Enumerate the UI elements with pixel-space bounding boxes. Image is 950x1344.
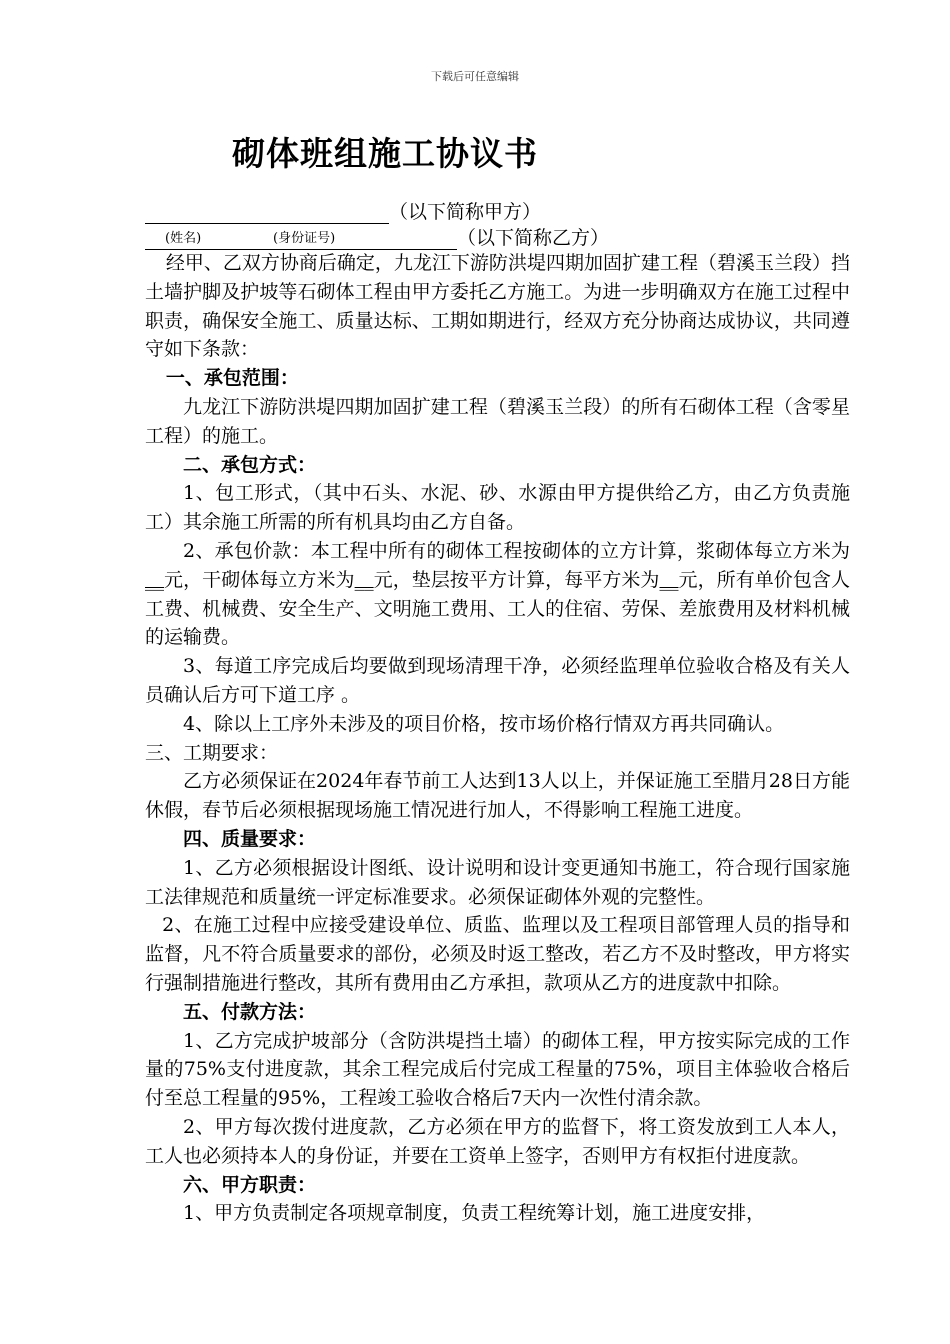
party-b-blank [145, 227, 457, 250]
section-5-p2: 2、甲方每次拨付进度款，乙方必须在甲方的监督下，将工资发放到工人本人，工人也必须持本人的身份证，并要在工资单上签字，否则甲方有权拒付进度款。 [145, 1115, 850, 1167]
section-2-p3: 3、每道工序完成后均要做到现场清理干净，必须经监理单位验收合格及有关人员确认后方可下道工序 。 [145, 655, 850, 706]
section-3-heading: 三、工期要求： [145, 741, 279, 764]
section-4-heading: 四、质量要求： [183, 827, 317, 850]
party-b-line [145, 226, 609, 250]
section-3-p1: 乙方必须保证在2024年春节前工人达到13人以上，并保证施工至腊月28日方能休假，春节后必须根据现场施工情况进行加人，不得影响工程施工进度。 [145, 770, 850, 822]
section-2-p2 [145, 537, 850, 652]
price-blank-1: __ [145, 568, 164, 591]
party-a-suffix: （以下简称甲方） [389, 201, 542, 223]
section-6-p1: 1、甲方负责制定各项规章制度，负责工程统筹计划，施工进度安排， [183, 1202, 766, 1225]
section-2-heading: 二、承包方式： [183, 453, 317, 476]
party-b-id-label: (身份证号) [273, 231, 336, 246]
party-b-name-label: (姓名) [165, 231, 202, 246]
section-2-p2-b: 元，干砌体每立方米为 [164, 568, 355, 591]
section-5-p1: 1、乙方完成护坡部分（含防洪堤挡土墙）的砌体工程，甲方按实际完成的工作量的75%支付进度款，其余工程完成后付完成工程量的75%，项目主体验收合格后付至总工程量的95%，工程竣工验收合格后7天内一次性付清余款。 [145, 1029, 850, 1110]
section-1-heading: 一、承包范围： [165, 367, 299, 390]
intro-paragraph: 经甲、乙双方协商后确定，九龙江下游防洪堤四期加固扩建工程（碧溪玉兰段）挡土墙护脚及护坡等石砌体工程由甲方委托乙方施工。为进一步明确双方在施工过程中职责，确保安全施工、质量达标、工期如期进行，经双方充分协商达成协议，共同遵守如下条款： [145, 252, 850, 361]
section-4-p2: 2、在施工过程中应接受建设单位、质监、监理以及工程项目部管理人员的指导和监督，凡不符合质量要求的部份，必须及时返工整改，若乙方不及时整改，甲方将实行强制措施进行整改，其所有费用由乙方承担，款项从乙方的进度款中扣除。 [145, 914, 850, 994]
section-2-p4: 4、除以上工序外未涉及的项目价格，按市场价格行情双方再共同确认。 [183, 712, 785, 735]
document-title: 砌体班组施工协议书 [232, 134, 538, 173]
section-2-p2-c: 元，垫层按平方计算，每平方米为 [373, 568, 660, 591]
section-2-p2-d: 元，所有单价包含人工费、机械费、安全生产、文明施工费用、工人的住宿、劳保、差旅费用及材料机械的运输费。 [145, 568, 850, 649]
header-note: 下载后可任意编辑 [431, 70, 519, 83]
document-body [145, 249, 850, 1228]
section-5-heading: 五、付款方法： [183, 1000, 317, 1023]
party-a-line [145, 200, 541, 224]
section-2-p2-a: 2、承包价款：本工程中所有的砌体工程按砌体的立方计算，浆砌体每立方米为 [183, 539, 850, 562]
section-1-p1: 九龙江下游防洪堤四期加固扩建工程（碧溪玉兰段）的所有石砌体工程（含零星工程）的施工。 [145, 395, 850, 447]
section-2-p1: 1、包工形式，（其中石头、水泥、砂、水源由甲方提供给乙方，由乙方负责施工）其余施工所需的所有机具均由乙方自备。 [145, 482, 850, 534]
section-4-p1: 1、乙方必须根据设计图纸、设计说明和设计变更通知书施工，符合现行国家施工法律规范和质量统一评定标准要求。必须保证砌体外观的完整性。 [145, 856, 850, 908]
section-6-heading: 六、甲方职责： [183, 1173, 317, 1196]
price-blank-2: __ [354, 568, 374, 591]
party-b-suffix: （以下简称乙方） [457, 227, 610, 249]
party-a-blank [145, 201, 389, 224]
price-blank-3: __ [659, 568, 679, 591]
